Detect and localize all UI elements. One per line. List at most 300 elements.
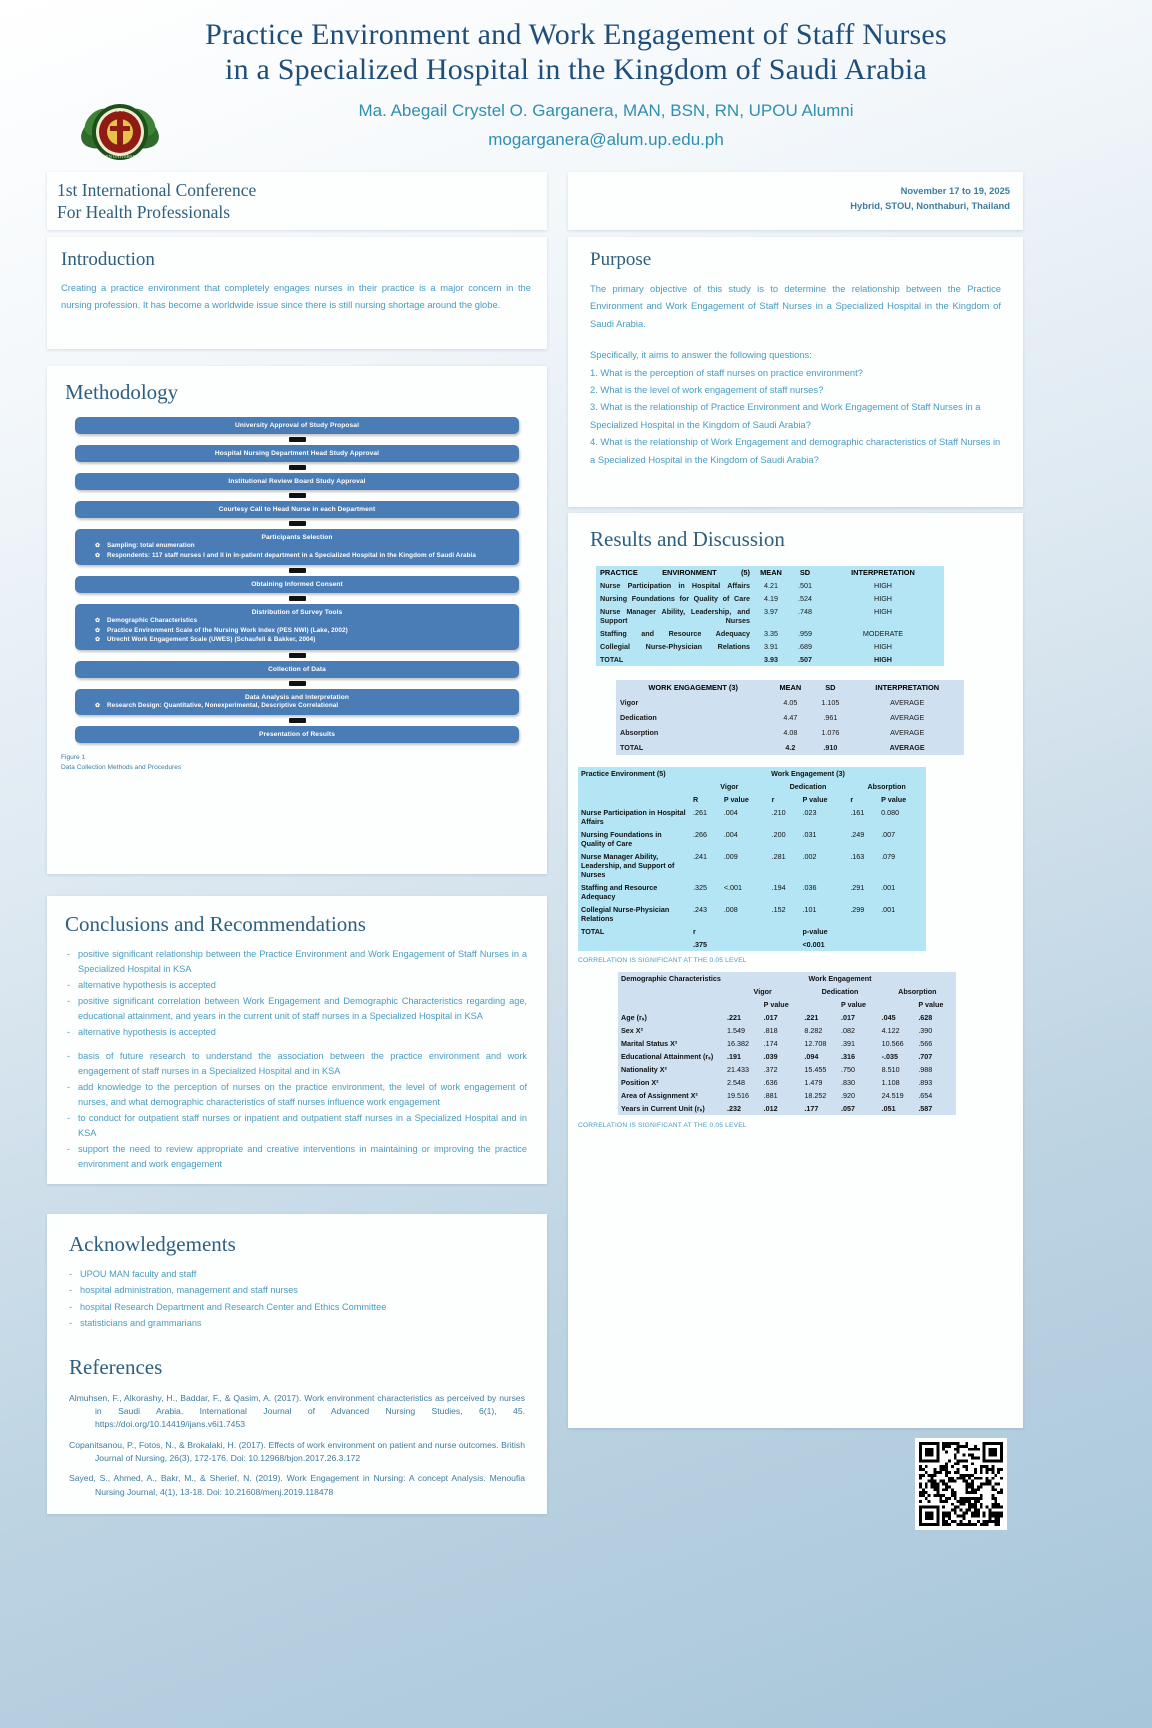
flow-step — [75, 473, 519, 490]
flow-step — [75, 576, 519, 593]
table-cell: 1.479 — [801, 1076, 838, 1089]
figure-caption-block — [47, 743, 547, 773]
row-label: Collegial Nurse-Physician Relations — [578, 903, 690, 925]
flow-step — [75, 726, 519, 743]
flow-step — [75, 604, 519, 650]
table-cell: HIGH — [822, 592, 944, 605]
row-label: Vigor — [616, 695, 770, 710]
table-cell: 3.93 — [754, 653, 788, 666]
row-label: Nationality X² — [618, 1063, 724, 1076]
university-seal-icon — [72, 92, 168, 172]
table-cell: AVERAGE — [850, 710, 964, 725]
table-cell: 21.433 — [724, 1063, 761, 1076]
table-cell: .177 — [801, 1102, 838, 1115]
bullet-dash: - — [69, 1269, 73, 1279]
poster-header — [0, 0, 1152, 159]
subgroup-header: Dedication — [769, 780, 848, 793]
page-title — [0, 0, 1152, 92]
flow-step — [75, 445, 519, 462]
table-cell: .152 — [769, 903, 800, 925]
figure-caption: Data Collection Methods and Procedures — [61, 763, 182, 771]
introduction-section — [47, 237, 547, 349]
table-cell: .281 — [769, 850, 800, 881]
methodology-heading: Methodology — [65, 380, 179, 404]
bullet-dash: - — [69, 1285, 73, 1296]
flow-step-bullet: ✿ Practice Environment Scale of the Nursing Work Index (PES NWI) (Lake, 2002) — [95, 627, 513, 636]
conclusion-item: - positive significant correlation between Work Engagement and Demographic Characteristics regarding age, educational attainment, and years in the current unit of staff nurses in a Specialized Hospital in KSA — [67, 994, 527, 1024]
table-cell: .959 — [788, 627, 822, 640]
recommendation-item: - add knowledge to the perception of nurses on the practice environment, the level of work engagement of nurses, and what demographic characteristics of staff nurses influence work engagement — [67, 1080, 527, 1110]
bullet-dash: - — [67, 1113, 71, 1124]
flow-step-title: Presentation of Results — [259, 731, 335, 738]
flow-connector-icon — [75, 490, 519, 501]
recommendations-list — [47, 1049, 547, 1171]
conclusion-item: - alternative hypothesis is accepted — [67, 1025, 527, 1040]
reference-item: Copanitsanou, P., Fotos, N., & Brokalaki, H. (2017). Effects of work environment on patient and nurse outcomes. British Journal of Nursing, 26(3), 172-176. Doi: 10.12968/bjon.2017.26.3.172 — [69, 1439, 525, 1464]
practice-vs-engagement-correlation-table — [578, 767, 926, 951]
flow-connector-icon — [75, 565, 519, 576]
table-cell: HIGH — [822, 653, 944, 666]
column-header — [879, 998, 916, 1011]
table-row — [578, 850, 926, 881]
flow-connector-icon — [75, 678, 519, 689]
table-cell: .210 — [769, 806, 800, 828]
conference-name-line-2: For Health Professionals — [57, 201, 231, 222]
table-cell: .036 — [799, 881, 847, 903]
table-cell: HIGH — [822, 640, 944, 653]
table-row — [578, 925, 926, 938]
flow-step-title: Courtesy Call to Head Nurse in each Department — [218, 506, 376, 513]
bullet-dash: - — [67, 995, 71, 1006]
flow-step — [75, 501, 519, 518]
flow-step-title: Participants Selection — [261, 534, 333, 541]
subgroup-header: Absorption — [847, 780, 926, 793]
figure-label: Figure 1 — [61, 754, 86, 761]
introduction-text: Creating a practice environment that completely engages nurses in their practice is a major concern in the nursing profession. It has become a worldwide issue since there is still nursing shortage around the globe. — [61, 282, 531, 311]
table-row — [618, 972, 956, 985]
correlation-note-2: CORRELATION IS SIGNIFICANT AT THE 0.05 LEVEL — [578, 1122, 747, 1129]
table-cell: 4.47 — [770, 710, 810, 725]
svg-text:U P: U P — [116, 108, 124, 114]
flow-step-title: University Approval of Study Proposal — [235, 422, 359, 429]
table-row — [578, 828, 926, 850]
flow-step-title: Distribution of Survey Tools — [251, 609, 343, 616]
table-cell: .094 — [801, 1050, 838, 1063]
table-cell: .261 — [690, 806, 721, 828]
table-cell: .707 — [915, 1050, 956, 1063]
recommendation-item: - support the need to review appropriate and creative interventions in maintaining or improving the practice environment and work engagement — [67, 1142, 527, 1172]
table-cell: .881 — [761, 1089, 802, 1102]
table-row — [616, 680, 964, 695]
table-cell: .007 — [878, 828, 926, 850]
column-header: P value — [878, 793, 926, 806]
table-row — [596, 640, 944, 653]
table-cell: .507 — [788, 653, 822, 666]
author-name: Ma. Abegail Crystel O. Garganera, MAN, BSN, RN, UPOU Alumni — [358, 100, 854, 120]
table-cell: 16.382 — [724, 1037, 761, 1050]
conference-name-card — [47, 172, 547, 230]
table-cell: .587 — [915, 1102, 956, 1115]
bullet-dash: - — [67, 1051, 71, 1062]
table-cell: .001 — [878, 903, 926, 925]
table-row — [596, 627, 944, 640]
column-header: SD — [810, 680, 850, 695]
flow-step-bullet: ✿ Demographic Characteristics — [95, 617, 513, 626]
table-cell: .101 — [799, 903, 847, 925]
row-label: Nurse Manager Ability, Leadership, and Support Nurses — [596, 605, 754, 627]
table-row — [578, 903, 926, 925]
flow-step-title: Institutional Review Board Study Approval — [228, 478, 366, 485]
column-header: R — [690, 793, 721, 806]
table-row — [618, 1037, 956, 1050]
total-r-value: .375 — [690, 938, 799, 951]
flow-step — [75, 689, 519, 716]
table-cell: .009 — [721, 850, 769, 881]
table-cell: .051 — [879, 1102, 916, 1115]
table-cell: .001 — [878, 881, 926, 903]
table-cell: .017 — [761, 1011, 802, 1024]
table-row — [596, 605, 944, 627]
title-line-2: in a Specialized Hospital in the Kingdom of Saudi Arabia — [225, 52, 927, 86]
purpose-section — [568, 237, 1023, 507]
purpose-text: The primary objective of this study is to determine the relationship between the Practice Environment and Work Engagement of Staff Nurses in a Specialized Hospital in the Kingdom of Saudi Arabia. — [590, 283, 1001, 329]
row-label: Years in Current Unit (rₛ) — [618, 1102, 724, 1115]
table-row — [616, 695, 964, 710]
row-label: TOTAL — [616, 740, 770, 755]
table-row — [596, 653, 944, 666]
bullet-dash: - — [67, 1082, 71, 1093]
column-header: P value — [799, 793, 847, 806]
table-cell: .372 — [761, 1063, 802, 1076]
table-cell: .079 — [878, 850, 926, 881]
table-row — [596, 566, 944, 579]
bullet-dash: - — [67, 949, 71, 959]
table-cell: 8.282 — [801, 1024, 838, 1037]
table-cell: .221 — [724, 1011, 761, 1024]
flow-step — [75, 417, 519, 434]
table-cell: .008 — [721, 903, 769, 925]
flow-step — [75, 661, 519, 678]
group-header: Demographic Characteristics — [618, 972, 724, 1011]
table-cell: .390 — [915, 1024, 956, 1037]
work-engagement-table — [616, 680, 964, 755]
table-cell: .232 — [724, 1102, 761, 1115]
table-cell: .988 — [915, 1063, 956, 1076]
purpose-subtext: Specifically, it aims to answer the following questions: — [590, 349, 812, 361]
table-cell: 3.35 — [754, 627, 788, 640]
bullet-dash: - — [67, 979, 71, 990]
title-line-1: Practice Environment and Work Engagement of Staff Nurses — [205, 18, 947, 51]
bullet-dash: - — [67, 1026, 71, 1037]
total-r-label: r — [690, 925, 799, 938]
table-cell: 4.21 — [754, 579, 788, 592]
table-row — [618, 1102, 956, 1115]
correlation-note-1: CORRELATION IS SIGNIFICANT AT THE 0.05 LEVEL — [578, 957, 747, 964]
bullet-dash: - — [67, 1143, 71, 1154]
total-p-value: <0.001 — [799, 938, 926, 951]
table-row — [596, 579, 944, 592]
conference-venue: Hybrid, STOU, Nonthaburi, Thailand — [850, 199, 1010, 211]
flow-connector-icon — [75, 650, 519, 661]
table-cell: .961 — [810, 710, 850, 725]
table-cell: .566 — [915, 1037, 956, 1050]
table-cell: .325 — [690, 881, 721, 903]
table-row — [578, 806, 926, 828]
row-label: Nurse Manager Ability, Leadership, and Support of Nurses — [578, 850, 690, 881]
row-label: Absorption — [616, 725, 770, 740]
table-cell: .045 — [879, 1011, 916, 1024]
row-label: Collegial Nurse-Physician Relations — [596, 640, 754, 653]
column-header: MEAN — [754, 566, 788, 579]
table-cell: AVERAGE — [850, 740, 964, 755]
table-cell: .830 — [838, 1076, 879, 1089]
row-label: Staffing and Resource Adequacy — [578, 881, 690, 903]
table-cell: 3.97 — [754, 605, 788, 627]
table-cell: .501 — [788, 579, 822, 592]
flow-step-bullets — [81, 542, 513, 560]
table-cell: .818 — [761, 1024, 802, 1037]
table-cell: 4.2 — [770, 740, 810, 755]
table-cell: .161 — [847, 806, 878, 828]
conference-details-card — [568, 172, 1023, 230]
demographics-vs-engagement-table — [618, 972, 956, 1115]
flow-step-bullet: ✿ Sampling: total enumeration — [95, 542, 513, 551]
column-header: MEAN — [770, 680, 810, 695]
row-label: Nurse Participation in Hospital Affairs — [596, 579, 754, 592]
table-cell: .023 — [799, 806, 847, 828]
table-cell: 4.08 — [770, 725, 810, 740]
acknowledgement-item: - hospital administration, management and staff nurses — [69, 1283, 525, 1298]
flow-connector-icon — [75, 715, 519, 726]
table-cell: .893 — [915, 1076, 956, 1089]
conclusion-item: - positive significant relationship between the Practice Environment and Work Engagement of Staff Nurses in a Specialized Hospital in KSA — [67, 947, 527, 977]
table-cell: .249 — [847, 828, 878, 850]
table-row — [618, 1050, 956, 1063]
table-cell: .194 — [769, 881, 800, 903]
column-header — [724, 998, 761, 1011]
group-header: Work Engagement — [724, 972, 956, 985]
flow-step-bullets — [81, 702, 513, 711]
table-cell: HIGH — [822, 579, 944, 592]
column-header: P value — [761, 998, 802, 1011]
column-header: WORK ENGAGEMENT (3) — [616, 680, 770, 695]
table-cell: .057 — [838, 1102, 879, 1115]
purpose-heading: Purpose — [590, 249, 652, 270]
flow-connector-icon — [75, 462, 519, 473]
subgroup-header: Dedication — [801, 985, 878, 998]
table-cell: .200 — [769, 828, 800, 850]
table-row — [578, 767, 926, 780]
flow-step-title: Data Analysis and Interpretation — [244, 693, 350, 701]
purpose-question: 4. What is the relationship of Work Engagement and demographic characteristics of Staff Nurses in a Specialized Hospital in the Kingdom of Saudi Arabia? — [590, 436, 1001, 465]
table-cell: 1.105 — [810, 695, 850, 710]
subgroup-header: Absorption — [879, 985, 956, 998]
table-cell: 4.19 — [754, 592, 788, 605]
table-cell: .391 — [838, 1037, 879, 1050]
flow-connector-icon — [75, 518, 519, 529]
table-row — [618, 1011, 956, 1024]
table-cell: .910 — [810, 740, 850, 755]
flow-step-title: Obtaining Informed Consent — [251, 581, 343, 588]
column-header: INTERPRETATION — [822, 566, 944, 579]
references-list — [47, 1392, 547, 1499]
table-cell: <.001 — [721, 881, 769, 903]
author-block — [298, 96, 853, 156]
conference-dates: November 17 to 19, 2025 — [900, 185, 1010, 196]
table-cell: 24.519 — [879, 1089, 916, 1102]
flow-step — [75, 529, 519, 565]
table-cell: 4.05 — [770, 695, 810, 710]
results-heading: Results and Discussion — [590, 527, 785, 551]
table-cell: 1.076 — [810, 725, 850, 740]
table-cell: MODERATE — [822, 627, 944, 640]
table-cell: .316 — [838, 1050, 879, 1063]
column-header — [801, 998, 838, 1011]
acknowledgements-list — [47, 1267, 547, 1332]
acknowledgements-heading: Acknowledgements — [69, 1232, 236, 1256]
table-cell: .017 — [838, 1011, 879, 1024]
table-row — [618, 1076, 956, 1089]
acknowledgement-item: - statisticians and grammarians — [69, 1316, 525, 1331]
table-cell: HIGH — [822, 605, 944, 627]
table-cell: .002 — [799, 850, 847, 881]
flow-step-title: Hospital Nursing Department Head Study Approval — [214, 450, 380, 457]
subgroup-header: Vigor — [690, 780, 769, 793]
row-label: Position X² — [618, 1076, 724, 1089]
flow-step-bullet: ✿ Respondents: 117 staff nurses I and II in in-patient department in a Specialized Hospital in the Kingdom of Saudi Arabia — [95, 552, 513, 561]
column-header: P value — [721, 793, 769, 806]
flow-step-title: Collection of Data — [268, 665, 326, 673]
introduction-heading: Introduction — [61, 249, 155, 270]
methodology-section — [47, 366, 547, 874]
flow-step-bullet: ✿ Research Design: Quantitative, Nonexperimental, Descriptive Correlational — [95, 702, 513, 711]
table-cell: .689 — [788, 640, 822, 653]
references-heading: References — [69, 1354, 163, 1379]
row-label: Age (rₛ) — [618, 1011, 724, 1024]
methodology-flowchart — [47, 415, 547, 743]
table-cell: .748 — [788, 605, 822, 627]
table-cell: .654 — [915, 1089, 956, 1102]
conference-name-line-1: 1st International Conference — [57, 180, 257, 200]
column-header: r — [847, 793, 878, 806]
table-cell: AVERAGE — [850, 695, 964, 710]
table-cell: .291 — [847, 881, 878, 903]
table-cell: .039 — [761, 1050, 802, 1063]
acknowledgement-item: - hospital Research Department and Research Center and Ethics Committee — [69, 1300, 525, 1315]
table-cell: .241 — [690, 850, 721, 881]
table-cell: .163 — [847, 850, 878, 881]
conclusions-list — [47, 947, 547, 1039]
column-header: PRACTICE ENVIRONMENT (5) — [596, 566, 754, 579]
column-header: P value — [915, 998, 956, 1011]
conclusion-item: - alternative hypothesis is accepted — [67, 978, 527, 993]
table-cell: .266 — [690, 828, 721, 850]
purpose-question: 1. What is the perception of staff nurses on practice environment? — [590, 366, 863, 378]
table-cell: 4.122 — [879, 1024, 916, 1037]
recommendation-item: - basis of future research to understand the association between the practice environment and work engagement of staff nurses in a Specialized Hospital and in KSA — [67, 1049, 527, 1079]
column-header: SD — [788, 566, 822, 579]
author-email[interactable]: mogarganera@alum.up.edu.ph — [488, 130, 724, 150]
table-row — [618, 1063, 956, 1076]
table-cell: AVERAGE — [850, 725, 964, 740]
row-label: TOTAL — [596, 653, 754, 666]
table-row — [616, 725, 964, 740]
flow-connector-icon — [75, 434, 519, 445]
table-cell: .221 — [801, 1011, 838, 1024]
table-cell: .191 — [724, 1050, 761, 1063]
reference-item: Sayed, S., Ahmed, A., Bakr, M., & Sherief, N. (2019). Work Engagement in Nursing: A concept Analysis. Menoufia Nursing Journal, 4(1), 13-18. Doi: 10.21608/menj.2019.118478 — [69, 1473, 525, 1497]
table-cell: 18.252 — [801, 1089, 838, 1102]
table-cell: 12.708 — [801, 1037, 838, 1050]
table-row — [616, 740, 964, 755]
total-p-label: p-value — [799, 925, 926, 938]
table-cell: 19.516 — [724, 1089, 761, 1102]
column-header: P value — [838, 998, 879, 1011]
table-cell: 1.108 — [879, 1076, 916, 1089]
table-cell: .636 — [761, 1076, 802, 1089]
table-cell: .004 — [721, 806, 769, 828]
row-label: TOTAL — [578, 925, 690, 951]
table-cell: 10.566 — [879, 1037, 916, 1050]
table-row — [618, 1089, 956, 1102]
table-cell: .012 — [761, 1102, 802, 1115]
table-row — [578, 881, 926, 903]
results-section — [568, 513, 1023, 1428]
table-cell: .031 — [799, 828, 847, 850]
table-row — [618, 1024, 956, 1037]
group-header: Work Engagement (3) — [690, 767, 926, 780]
recommendation-item: - to conduct for outpatient staff nurses or inpatient and outpatient staff nurses in a Specialized Hospital and in KSA — [67, 1111, 527, 1141]
row-label: Marital Status X² — [618, 1037, 724, 1050]
row-label: Nursing Foundations for Quality of Care — [596, 592, 754, 605]
row-label: Staffing and Resource Adequacy — [596, 627, 754, 640]
flow-step-bullets — [81, 617, 513, 645]
table-cell: 8.510 — [879, 1063, 916, 1076]
row-label: Educational Attainment (rₛ) — [618, 1050, 724, 1063]
table-cell: .299 — [847, 903, 878, 925]
conclusions-heading: Conclusions and Recommendations — [65, 912, 366, 936]
bullet-dash: - — [69, 1301, 73, 1312]
svg-text:OPEN UNIVERSITY: OPEN UNIVERSITY — [100, 153, 140, 159]
acknowledgement-item: - UPOU MAN faculty and staff — [69, 1267, 525, 1282]
table-cell: 2.548 — [724, 1076, 761, 1089]
row-label: Sex X² — [618, 1024, 724, 1037]
table-cell: 15.455 — [801, 1063, 838, 1076]
table-cell: .920 — [838, 1089, 879, 1102]
practice-environment-table — [596, 566, 944, 666]
table-cell: 0.080 — [878, 806, 926, 828]
acknowledgements-references-section — [47, 1214, 547, 1514]
purpose-question: 3. What is the relationship of Practice Environment and Work Engagement of Staff Nurses in a Specialized Hospital in the Kingdom of Saudi Arabia? — [590, 401, 981, 430]
table-cell: .243 — [690, 903, 721, 925]
row-label: Dedication — [616, 710, 770, 725]
subgroup-header: Vigor — [724, 985, 801, 998]
conclusions-section — [47, 896, 547, 1184]
table-cell: -.035 — [879, 1050, 916, 1063]
bullet-dash: - — [69, 1318, 73, 1329]
table-cell: .082 — [838, 1024, 879, 1037]
table-cell: .174 — [761, 1037, 802, 1050]
table-cell: .524 — [788, 592, 822, 605]
reference-item: Almuhsen, F., Alkorashy, H., Baddar, F., & Qasim, A. (2017). Work environment characteristics as perceived by nurses in Saudi Arabia. International Journal of Advanced Nursing Studies, 6(1), 45. https://doi.org/10.14419/ijans.v6i1.7453 — [69, 1392, 525, 1430]
row-label: Area of Assignment X² — [618, 1089, 724, 1102]
column-header: r — [769, 793, 800, 806]
purpose-question: 2. What is the level of work engagement of staff nurses? — [590, 383, 824, 395]
flow-step-bullet: ✿ Utrecht Work Engagement Scale (UWES) (Schaufeli & Bakker, 2004) — [95, 636, 513, 645]
qr-code[interactable] — [915, 1438, 1007, 1530]
group-header: Practice Environment (5) — [578, 767, 690, 806]
table-cell: .750 — [838, 1063, 879, 1076]
